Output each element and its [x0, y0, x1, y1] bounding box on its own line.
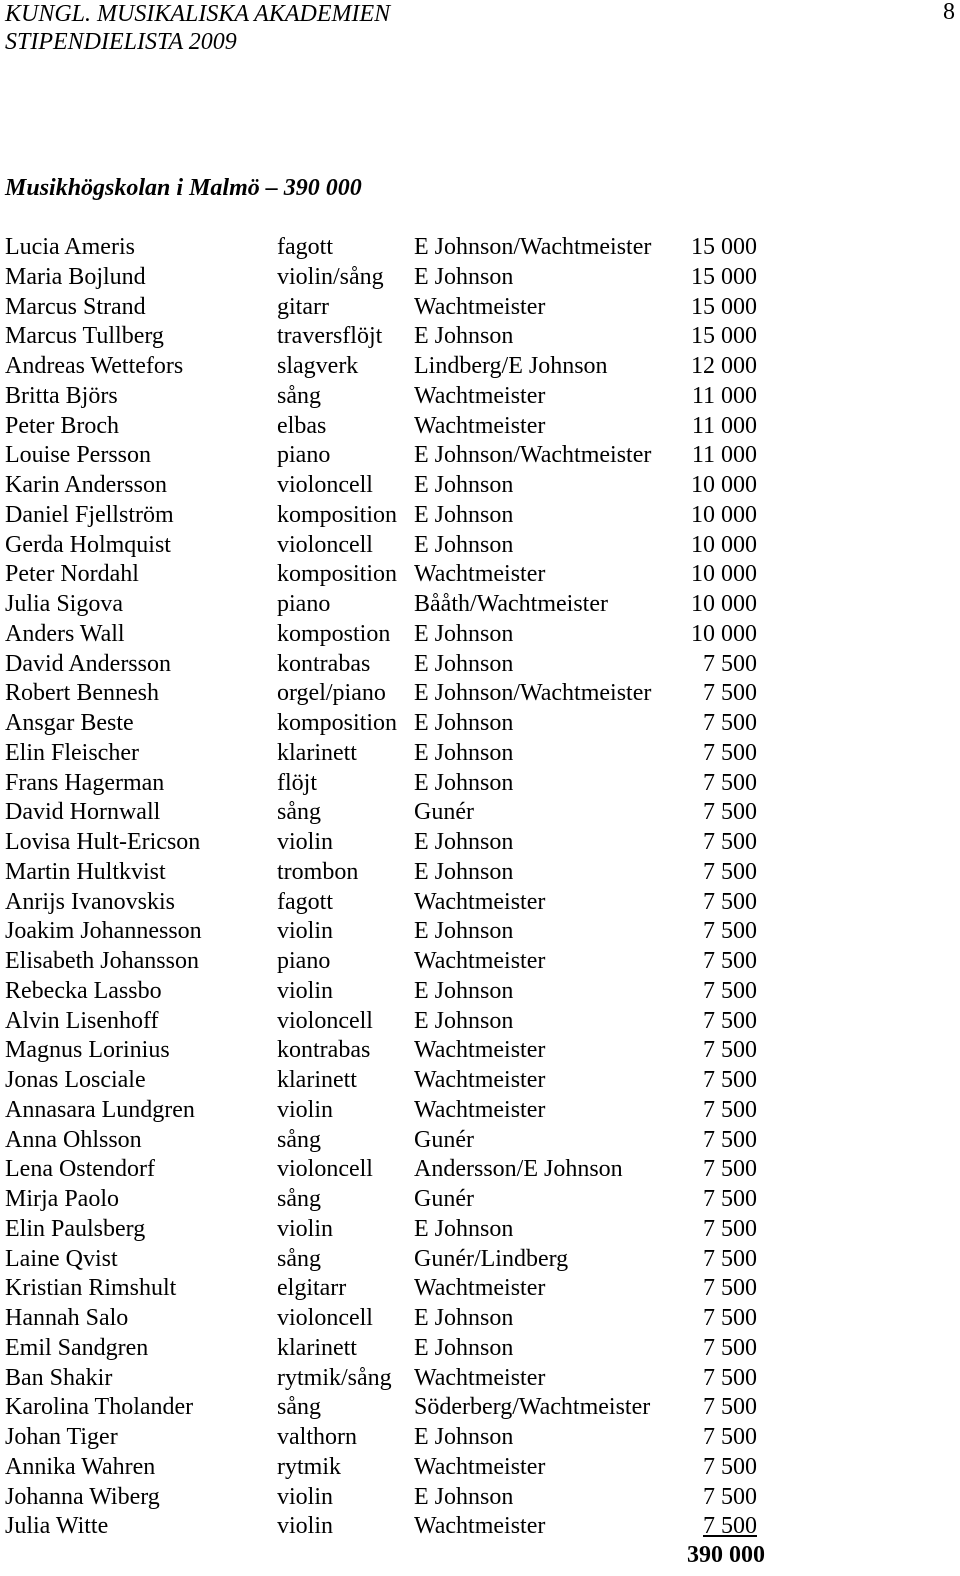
recipient-name: Johan Tiger	[5, 1424, 118, 1450]
instrument: klarinett	[277, 1334, 357, 1361]
instrument: sång	[277, 1186, 321, 1212]
instrument: violin	[277, 829, 334, 855]
list-item	[5, 322, 775, 352]
list-item	[5, 1036, 775, 1066]
recipient-name: Marcus Strand	[5, 293, 146, 320]
list-item	[5, 947, 775, 977]
list-item	[5, 263, 775, 293]
list-item	[5, 560, 775, 590]
teacher: E Johnson	[414, 739, 514, 766]
recipient-name: Lovisa Hult-Ericson	[5, 829, 201, 855]
list-item	[5, 1155, 775, 1185]
teacher: Wachtmeister	[414, 1275, 546, 1302]
recipient-name: David Hornwall	[5, 799, 161, 826]
instrument: elgitarr	[277, 1275, 347, 1302]
recipient-name: Martin Hultkvist	[5, 858, 166, 885]
stipend-amount: 10 000	[691, 472, 757, 498]
recipient-name: Marcus Tullberg	[5, 323, 164, 350]
list-item	[5, 441, 775, 471]
list-item	[5, 769, 775, 799]
instrument: komposition	[277, 501, 398, 528]
teacher: E Johnson	[414, 1483, 514, 1510]
page-number: 8	[943, 0, 955, 25]
recipient-name: Julia Witte	[5, 1513, 109, 1540]
stipend-amount: 12 000	[691, 353, 757, 379]
instrument: valthorn	[277, 1424, 357, 1450]
instrument: kompostion	[277, 620, 391, 647]
instrument: traversflöjt	[277, 323, 383, 350]
teacher: Wachtmeister	[414, 1037, 546, 1064]
list-item	[5, 1096, 775, 1126]
recipient-name: Frans Hagerman	[5, 769, 165, 796]
stipend-amount: 7 500	[703, 829, 757, 855]
recipient-name: Julia Sigova	[5, 591, 123, 617]
instrument: violoncell	[277, 531, 373, 558]
stipend-amount: 7 500	[703, 1067, 757, 1093]
teacher: Wachtmeister	[414, 412, 546, 439]
recipient-name: Elin Fleischer	[5, 739, 139, 766]
recipient-name: Daniel Fjellström	[5, 501, 174, 528]
stipend-amount: 7 500	[703, 680, 757, 707]
instrument: violin	[277, 977, 334, 1004]
teacher: Wachtmeister	[414, 1096, 546, 1123]
teacher: E Johnson	[414, 620, 514, 647]
stipend-amount: 7 500	[703, 1394, 757, 1421]
stipend-amount: 7 500	[703, 977, 757, 1004]
teacher: E Johnson	[414, 1424, 514, 1450]
list-item	[5, 531, 775, 561]
instrument: rytmik	[277, 1453, 341, 1480]
list-item	[5, 1453, 775, 1483]
stipend-amount: 15 000	[691, 293, 757, 320]
stipend-amount: 7 500	[703, 1215, 757, 1242]
list-title: STIPENDIELISTA 2009	[5, 29, 237, 55]
list-item	[5, 412, 775, 442]
list-item	[5, 1274, 775, 1304]
stipend-amount: 10 000	[691, 591, 757, 617]
teacher: Söderberg/Wachtmeister	[414, 1394, 651, 1421]
instrument: piano	[277, 442, 331, 469]
organization-name: KUNGL. MUSIKALISKA AKADEMIEN	[5, 1, 391, 27]
teacher: E Johnson	[414, 1007, 514, 1034]
instrument: sång	[277, 1394, 321, 1421]
list-item	[5, 233, 775, 263]
instrument: violin	[277, 1483, 334, 1510]
recipient-name: Annika Wahren	[5, 1453, 156, 1480]
recipient-name: Karin Andersson	[5, 472, 167, 498]
teacher: E Johnson	[414, 858, 514, 885]
list-item	[5, 828, 775, 858]
section-title: Musikhögskolan i Malmö – 390 000	[5, 175, 362, 201]
teacher: E Johnson	[414, 710, 514, 736]
teacher: E Johnson	[414, 323, 514, 350]
recipient-name: Mirja Paolo	[5, 1186, 119, 1212]
list-item	[5, 620, 775, 650]
recipient-name: Karolina Tholander	[5, 1394, 194, 1421]
teacher: E Johnson/Wachtmeister	[414, 234, 652, 260]
instrument: violoncell	[277, 472, 373, 498]
list-item	[5, 1393, 775, 1423]
teacher: E Johnson	[414, 472, 514, 498]
list-item	[5, 798, 775, 828]
instrument: flöjt	[277, 769, 317, 796]
teacher: Gunér	[414, 1186, 474, 1212]
teacher: Lindberg/E Johnson	[414, 353, 608, 379]
instrument: komposition	[277, 561, 398, 588]
instrument: violoncell	[277, 1156, 373, 1183]
teacher: Wachtmeister	[414, 888, 546, 915]
recipient-name: Robert Bennesh	[5, 680, 159, 707]
teacher: Wachtmeister	[414, 1067, 546, 1093]
stipend-amount: 7 500	[703, 769, 757, 796]
instrument: gitarr	[277, 293, 329, 320]
list-item	[5, 679, 775, 709]
recipient-name: Anna Ohlsson	[5, 1126, 142, 1153]
instrument: kontrabas	[277, 1037, 371, 1064]
list-item	[5, 977, 775, 1007]
instrument: sång	[277, 382, 321, 409]
teacher: E Johnson/Wachtmeister	[414, 442, 652, 469]
list-item	[5, 1512, 775, 1542]
list-item	[5, 1215, 775, 1245]
recipient-name: Anders Wall	[5, 620, 125, 647]
stipend-amount: 7 500	[703, 1334, 757, 1361]
stipend-amount: 7 500	[703, 1096, 757, 1123]
list-item	[5, 293, 775, 323]
stipend-amount: 7 500	[703, 650, 757, 677]
list-item	[5, 1304, 775, 1334]
teacher: Bååth/Wachtmeister	[414, 591, 608, 617]
list-item	[5, 709, 775, 739]
page-header	[5, 0, 390, 56]
instrument: kontrabas	[277, 650, 371, 677]
stipend-amount: 7 500	[703, 1275, 757, 1302]
stipend-amount: 7 500	[703, 1483, 757, 1510]
instrument: sång	[277, 1245, 321, 1272]
teacher: E Johnson	[414, 977, 514, 1004]
list-item	[5, 1423, 775, 1453]
stipend-amount: 15 000	[691, 263, 757, 290]
recipient-name: Louise Persson	[5, 442, 151, 469]
list-item	[5, 1007, 775, 1037]
instrument: sång	[277, 799, 321, 826]
stipend-amount: 11 000	[691, 442, 757, 469]
list-item	[5, 739, 775, 769]
teacher: E Johnson	[414, 769, 514, 796]
recipient-name: Joakim Johannesson	[5, 918, 202, 945]
teacher: E Johnson	[414, 531, 514, 558]
stipend-amount: 7 500	[703, 1126, 757, 1153]
recipient-name: Laine Qvist	[5, 1245, 118, 1272]
recipient-name: David Andersson	[5, 650, 171, 677]
instrument: violoncell	[277, 1305, 373, 1331]
recipient-name: Kristian Rimshult	[5, 1275, 177, 1302]
recipient-name: Elin Paulsberg	[5, 1215, 146, 1242]
instrument: piano	[277, 948, 331, 974]
list-item	[5, 1334, 775, 1364]
stipend-amount: 7 500	[703, 1007, 757, 1034]
stipend-amount: 7 500	[703, 1305, 757, 1331]
total-amount: 390 000	[687, 1542, 765, 1568]
instrument: fagott	[277, 888, 333, 915]
teacher: E Johnson	[414, 1215, 514, 1242]
teacher: E Johnson	[414, 501, 514, 528]
instrument: violin	[277, 918, 334, 945]
instrument: sång	[277, 1126, 321, 1153]
instrument: violin/sång	[277, 263, 384, 290]
instrument: rytmik/sång	[277, 1364, 392, 1391]
teacher: Wachtmeister	[414, 1364, 546, 1391]
stipend-amount: 7 500	[703, 1453, 757, 1480]
recipient-name: Ansgar Beste	[5, 710, 134, 736]
stipend-amount: 7 500	[703, 799, 757, 826]
teacher: E Johnson	[414, 829, 514, 855]
instrument: fagott	[277, 234, 333, 260]
recipient-name: Lucia Ameris	[5, 234, 135, 260]
instrument: violoncell	[277, 1007, 373, 1034]
stipend-amount: 7 500	[703, 1364, 757, 1391]
stipend-amount: 7 500	[703, 1513, 757, 1540]
recipient-name: Peter Broch	[5, 412, 119, 439]
instrument: piano	[277, 591, 331, 617]
teacher: Gunér	[414, 799, 474, 826]
instrument: orgel/piano	[277, 680, 386, 707]
recipient-name: Maria Bojlund	[5, 263, 146, 290]
stipend-amount: 11 000	[691, 382, 757, 409]
stipend-amount: 7 500	[703, 739, 757, 766]
list-item	[5, 917, 775, 947]
stipend-amount: 7 500	[703, 1245, 757, 1272]
recipient-name: Hannah Salo	[5, 1305, 129, 1331]
stipend-amount: 11 000	[691, 412, 757, 439]
recipient-name: Anrijs Ivanovskis	[5, 888, 175, 915]
teacher: E Johnson	[414, 650, 514, 677]
recipient-name: Johanna Wiberg	[5, 1483, 160, 1510]
list-item	[5, 471, 775, 501]
stipend-list	[5, 233, 775, 1542]
stipend-amount: 7 500	[703, 1037, 757, 1064]
list-item	[5, 1126, 775, 1156]
list-item	[5, 858, 775, 888]
stipend-amount: 7 500	[703, 858, 757, 885]
stipend-amount: 10 000	[691, 531, 757, 558]
stipend-amount: 7 500	[703, 1186, 757, 1212]
instrument: trombon	[277, 858, 359, 885]
teacher: Wachtmeister	[414, 1513, 546, 1540]
list-item	[5, 590, 775, 620]
list-item	[5, 1066, 775, 1096]
recipient-name: Andreas Wettefors	[5, 353, 184, 379]
recipient-name: Rebecka Lassbo	[5, 977, 162, 1004]
teacher: E Johnson	[414, 918, 514, 945]
recipient-name: Emil Sandgren	[5, 1334, 149, 1361]
stipend-amount: 7 500	[703, 1156, 757, 1183]
list-item	[5, 1245, 775, 1275]
list-item	[5, 382, 775, 412]
teacher: Andersson/E Johnson	[414, 1156, 623, 1183]
list-item	[5, 352, 775, 382]
stipend-amount: 15 000	[691, 323, 757, 350]
list-item	[5, 650, 775, 680]
stipend-amount: 7 500	[703, 710, 757, 736]
stipend-amount: 7 500	[703, 888, 757, 915]
teacher: E Johnson/Wachtmeister	[414, 680, 652, 707]
instrument: elbas	[277, 412, 327, 439]
list-item	[5, 1185, 775, 1215]
instrument: komposition	[277, 710, 398, 736]
list-item	[5, 1483, 775, 1513]
list-item	[5, 888, 775, 918]
instrument: slagverk	[277, 353, 359, 379]
stipend-amount: 10 000	[691, 501, 757, 528]
teacher: Gunér/Lindberg	[414, 1245, 569, 1272]
stipend-amount: 10 000	[691, 620, 757, 647]
recipient-name: Gerda Holmquist	[5, 531, 171, 558]
recipient-name: Elisabeth Johansson	[5, 948, 199, 974]
recipient-name: Jonas Losciale	[5, 1067, 146, 1093]
recipient-name: Britta Björs	[5, 382, 118, 409]
instrument: violin	[277, 1215, 334, 1242]
recipient-name: Annasara Lundgren	[5, 1096, 195, 1123]
instrument: violin	[277, 1096, 334, 1123]
recipient-name: Alvin Lisenhoff	[5, 1007, 159, 1034]
teacher: Wachtmeister	[414, 293, 546, 320]
teacher: Wachtmeister	[414, 948, 546, 974]
recipient-name: Peter Nordahl	[5, 561, 139, 588]
stipend-amount: 15 000	[691, 234, 757, 260]
teacher: E Johnson	[414, 263, 514, 290]
recipient-name: Magnus Lorinius	[5, 1037, 170, 1064]
teacher: E Johnson	[414, 1305, 514, 1331]
teacher: Wachtmeister	[414, 1453, 546, 1480]
stipend-amount: 10 000	[691, 561, 757, 588]
stipend-amount: 7 500	[703, 948, 757, 974]
instrument: violin	[277, 1513, 334, 1540]
instrument: klarinett	[277, 739, 357, 766]
teacher: Wachtmeister	[414, 561, 546, 588]
teacher: Wachtmeister	[414, 382, 546, 409]
instrument: klarinett	[277, 1067, 357, 1093]
list-item	[5, 501, 775, 531]
recipient-name: Ban Shakir	[5, 1364, 113, 1391]
list-item	[5, 1364, 775, 1394]
stipend-amount: 7 500	[703, 918, 757, 945]
teacher: Gunér	[414, 1126, 474, 1153]
teacher: E Johnson	[414, 1334, 514, 1361]
stipend-amount: 7 500	[703, 1424, 757, 1450]
recipient-name: Lena Ostendorf	[5, 1156, 155, 1183]
